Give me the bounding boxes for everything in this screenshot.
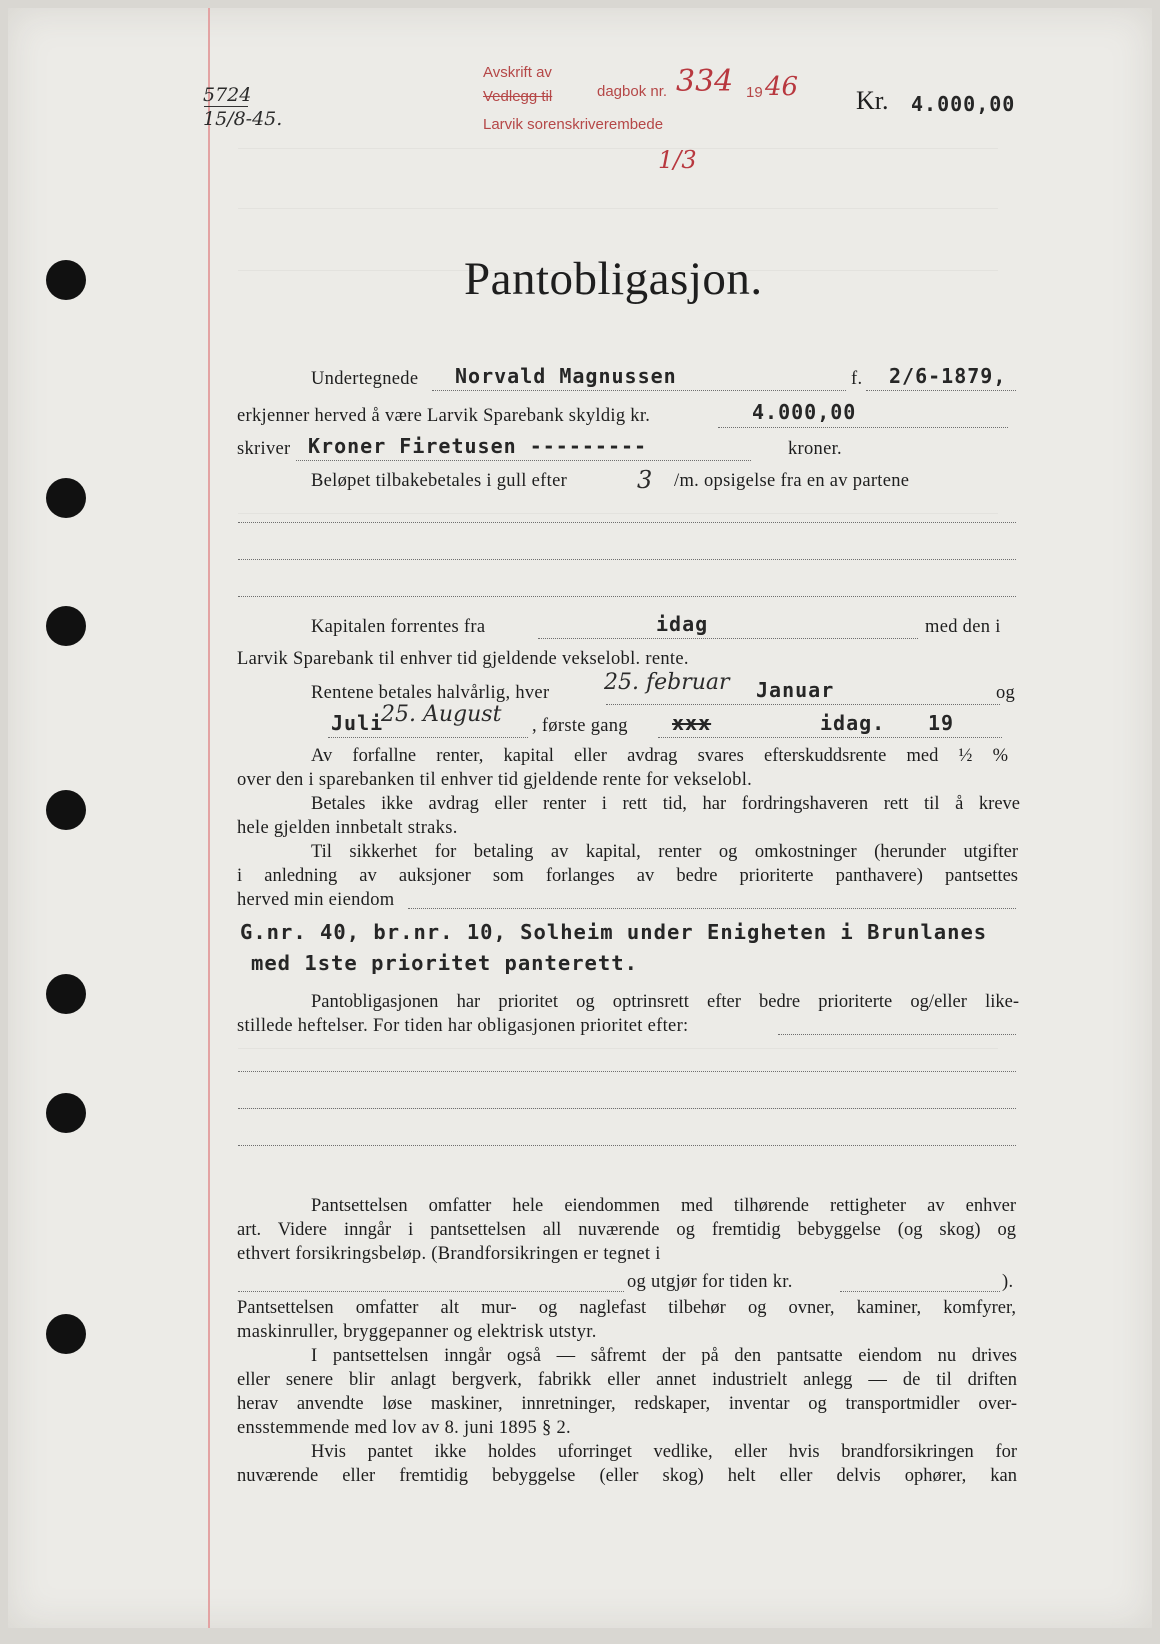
property-line-2: med 1ste prioritet panterett. — [251, 951, 638, 975]
betales-line-1: Betales ikke avdrag eller renter i rett tid, har fordringshaveren rett til å kreve — [311, 794, 1020, 814]
stamp-dagbok-label: dagbok nr. — [597, 83, 668, 100]
industri-line-3: herav anvendte løse maskiner, innretninger, redskaper, inventar og transportmidler over- — [237, 1394, 1017, 1414]
notice-months: 3 — [637, 466, 653, 494]
debtor-born: 2/6-1879, — [889, 364, 1007, 388]
industri-line-1: I pantsettelsen inngår også — såfremt der på den pantsatte eiendom nu drives — [311, 1346, 1017, 1366]
utgjor-end: ). — [1002, 1272, 1014, 1292]
hvis-line-1: Hvis pantet ikke holdes uforringet vedlike, eller hvis brandforsikringen for — [311, 1442, 1017, 1462]
binder-hole — [46, 790, 86, 830]
hvis-line-2: nuværende eller fremtidig bebyggelse (eller skog) helt eller delvis ophører, kan — [237, 1466, 1017, 1486]
forfallne-line-2: over den i sparebanken til enhver tid gjeldende rente for vekselobl. — [237, 770, 753, 790]
tilbehor-line-1: Pantsettelsen omfatter alt mur- og naglefast tilbehør og ovner, kaminer, komfyrer, — [237, 1298, 1016, 1318]
prioritet-line-2: stillede heftelser. For tiden har obligasjonen prioritet efter: — [237, 1016, 689, 1036]
archive-ref-number: 5724 — [203, 84, 252, 106]
typed-month-2: Juli — [331, 711, 384, 735]
utgjor-text: og utgjør for tiden kr. — [627, 1272, 793, 1292]
tilbehor-line-2: maskinruller, bryggepanner og elektrisk utstyr. — [237, 1322, 597, 1342]
margin-line — [208, 8, 210, 1628]
binder-hole — [46, 974, 86, 1014]
document-page — [8, 8, 1152, 1628]
stamp-avskrift: Avskrift av — [483, 64, 552, 81]
binder-hole — [46, 478, 86, 518]
born-label: f. — [851, 369, 863, 389]
betales-line-2: hele gjelden innbetalt straks. — [237, 818, 458, 838]
notice-text: /m. opsigelse fra en av partene — [674, 471, 910, 491]
repayment-text: Beløpet tilbakebetales i gull efter — [311, 471, 568, 491]
omfatter-line-2: art. Videre inngår i pantsettelsen all nuværende og fremtidig bebyggelse (og skog) og — [237, 1220, 1016, 1240]
undertegnede-label: Undertegnede — [311, 369, 419, 389]
industri-line-2: eller senere blir anlagt bergverk, fabrikk eller annet industrielt anlegg — de til driften — [237, 1370, 1017, 1390]
hand-date-1: 25. februar — [604, 670, 730, 695]
stamp-fraction: 1/3 — [658, 146, 697, 174]
prioritet-line-1: Pantobligasjonen har prioritet og optrinsrett efter bedre prioriterte og/eller like- — [311, 992, 1019, 1012]
omfatter-line-1: Pantsettelsen omfatter hele eiendommen med tilhørende rettigheter av enhver — [311, 1196, 1016, 1216]
binder-hole — [46, 606, 86, 646]
binder-hole — [46, 260, 86, 300]
stamp-dagbok-number: 334 — [676, 64, 734, 99]
industri-line-4: ensstemmende med lov av 8. juni 1895 § 2. — [237, 1418, 571, 1438]
binder-hole — [46, 1314, 86, 1354]
sikkerhet-line-2: i anledning av auksjoner som forlanges av bedre prioriterte panthavere) pantsettes — [237, 866, 1018, 886]
skriver-label: skriver — [237, 439, 291, 459]
typed-struck: xxx — [672, 711, 712, 735]
amount-header-label: Kr. — [856, 86, 889, 115]
rentene-text: Rentene betales halvårlig, hver — [311, 683, 550, 703]
stamp-vedlegg-struck: Vedlegg til — [483, 88, 553, 105]
og-text: og — [996, 683, 1016, 703]
typed-month-1: Januar — [756, 678, 835, 702]
stamp-court: Larvik sorenskriverembede — [483, 116, 664, 133]
forste-gang: , første gang — [532, 716, 628, 736]
stamp-year-prefix: 19 — [746, 84, 763, 101]
kapital-text: Kapitalen forrentes fra — [311, 617, 486, 637]
document-title: Pantobligasjon. — [464, 253, 763, 305]
stamp-year-suffix: 46 — [765, 72, 799, 102]
first-date: idag. — [820, 711, 886, 735]
typed-end: 19 — [928, 711, 955, 735]
med-den-i: med den i — [925, 617, 1001, 637]
kroner-label: kroner. — [788, 439, 842, 459]
forfallne-line-1: Av forfallne renter, kapital eller avdrag svares efterskuddsrente med ½ % — [311, 746, 1008, 766]
debtor-name: Norvald Magnussen — [455, 364, 677, 388]
rate-line: Larvik Sparebank til enhver tid gjeldende vekselobl. rente. — [237, 649, 689, 669]
amount-header-value: 4.000,00 — [911, 92, 1016, 116]
archive-ref-date: 15/8-45. — [203, 108, 283, 130]
amount-in-words: Kroner Firetusen --------- — [308, 434, 648, 458]
debt-amount: 4.000,00 — [752, 400, 857, 424]
binder-hole — [46, 1093, 86, 1133]
interest-from: idag — [656, 612, 709, 636]
property-line-1: G.nr. 40, br.nr. 10, Solheim under Enigheten i Brunlanes — [240, 920, 988, 944]
sikkerhet-line-3: herved min eiendom — [237, 890, 395, 910]
omfatter-line-3: ethvert forsikringsbeløp. (Brandforsikringen er tegnet i — [237, 1244, 661, 1264]
erkjenner-text: erkjenner herved å være Larvik Sparebank skyldig kr. — [237, 406, 651, 426]
hand-date-2: 25. August — [381, 702, 502, 727]
sikkerhet-line-1: Til sikkerhet for betaling av kapital, renter og omkostninger (herunder utgifter — [311, 842, 1018, 862]
